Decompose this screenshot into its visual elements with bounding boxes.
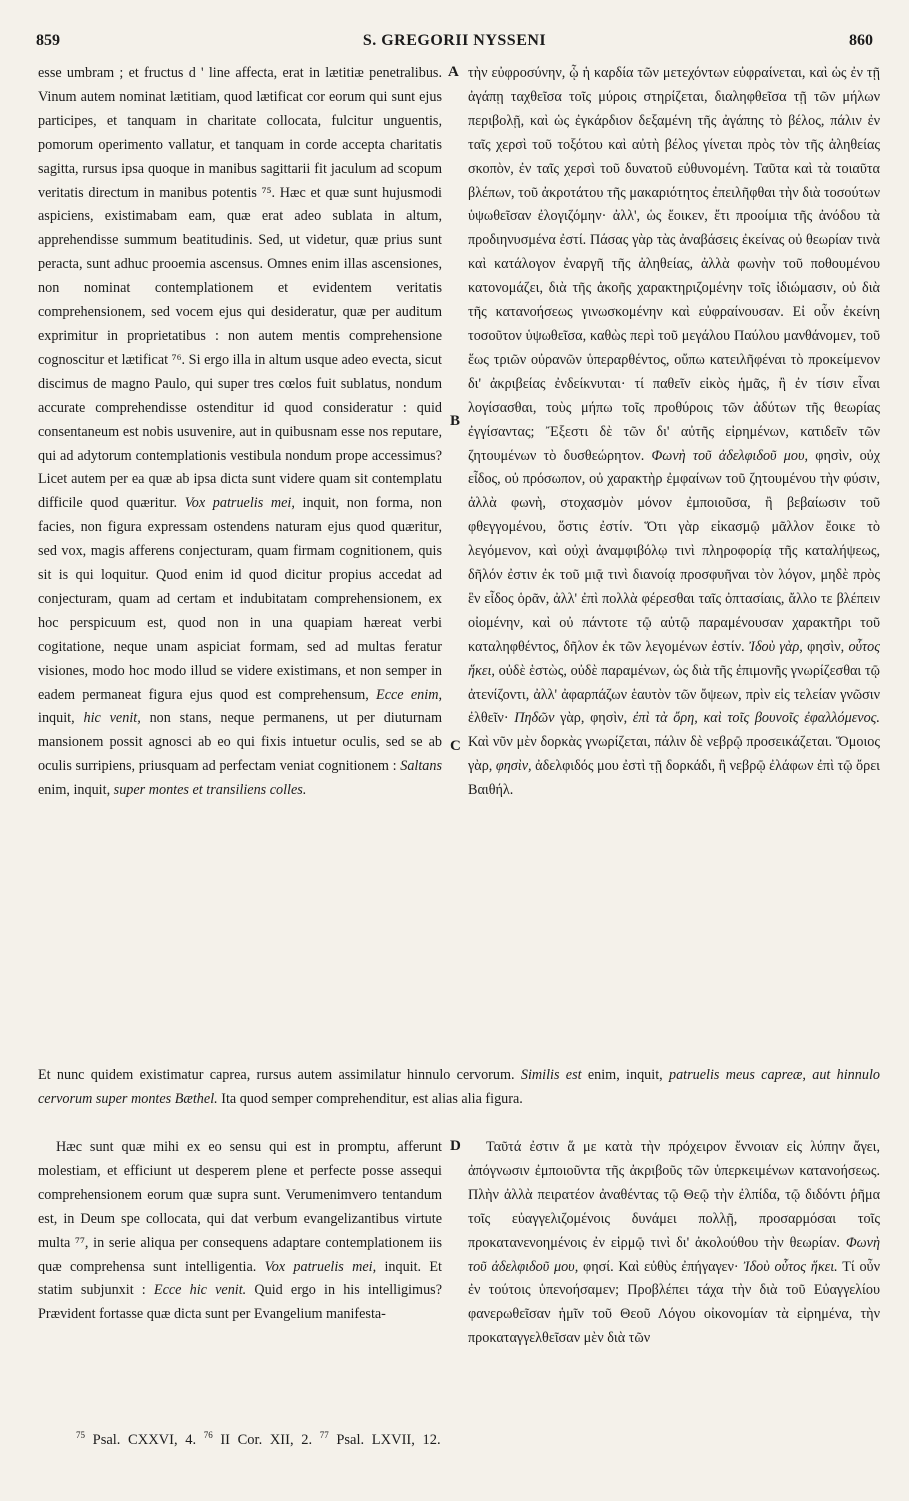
latin-paragraph: esse umbram ; et fructus d ' line affecta, erat in lætitiæ penetralibus. Vinum autem nominat lætitiam, quod lætificat cor eorum qui sunt ejus participes, et tanquam in charitate collocata, fulcitur unguentis, pomorum operimento vallatur, et tanquam in corde accepta charitatis sagitta, rursus ipsa quoque in manibus sagittarii fit jaculum ad scopum veritatis directum in manibus potentis ⁷⁵. Hæc et quæ sunt hujusmodi aspiciens, existimabam eam, quæ erat adeo sublata in altum, apprehendisse summum beatitudinis. Sed, ut videtur, quæ prius sunt peracta, sunt adhuc prooemia ascensus. Omnes enim illas ascensiones, non nominat contemplationem et evidentem veritatis comprehensionem, sed vocem ejus qui desideratur, quæ per auditum exprimitur in proprietatibus : non autem mentis comprehensione cognoscitur et lætificat ⁷⁶. Si ergo illa in altum usque adeo evecta, sicut discimus de magno Paulo, qui super tres cœlos fuit sublatus, nondum accurate comprehendisse ostenditur id quod consideratur : quid consentaneum est nobis usuvenire, aut in quibusnam esse nos reputare, qui ad adytorum contemplationis vestibula nondum prope accessimus? Licet autem per ea quæ ab ipsa dicta sunt videre quam sit contemplatu difficile quod quæritur. Vox patruelis mei, inquit, non forma, non facies, non figura expressam ostendens naturam ejus quod quæritur, sed vox, magis afferens conjecturam, quam firmam cognitionem, quis sit is qui loquitur. Quod enim id quod dicitur propius accedat ad conjecturam, quam ad certam et indubitatam comprehensionem, ex hoc perspicuum est, quod non in una quapiam hæreat verbi cogitatione, neque unam aspiciat formam, sed ad multas feratur visiones, modo hoc modo illud se videre existimans, et non semper in eadem permaneat figura ejus quod est comprehensum, Ecce enim, inquit, hic venit, non stans, neque permanens, ut per diuturnam mansionem possit agnosci ab eo qui fixis intuetur oculis, sed se ab oculis surripiens, priusquam ad perfectam veniat cognitionem : Saltans enim, inquit, super montes et transiliens colles. [38, 65, 442, 799]
footnotes [76, 1430, 441, 1449]
footnote-number: 76 [203, 1430, 213, 1440]
marker-d: D [450, 1138, 461, 1154]
marker-b: B [450, 413, 461, 429]
footnote-number: 75 [76, 1430, 85, 1440]
footnote-number: 77 [319, 1430, 329, 1440]
page-number-left: 859 [36, 32, 60, 49]
marker-a: A [448, 64, 459, 80]
footnote-text: II Cor. XII, 2. [220, 1431, 313, 1448]
latin-column-2 [38, 1136, 442, 1406]
running-title: S. GREGORII NYSSENI [362, 32, 547, 49]
latin-paragraph: Hæc sunt quæ mihi ex eo sensu qui est in promptu, afferunt molestiam, et efficiunt ut desperem plene et perfecte posse assequi comprehensionem eorum quæ supra sunt. Verumenimvero tentandum est, in Deum spe collocata, qui dat verbum evangelizantibus virtute multa ⁷⁷, in serie aliqua per consequens adaptare contemplationem iis quæ comprehensa sunt intelligentia. Vox patruelis mei, inquit. Et statim subjunxit : Ecce hic venit. Quid ergo in his intelligimus? Prævident fortasse quæ dicta sunt per Evangelium manifesta- [38, 1139, 442, 1323]
greek-paragraph: τὴν εὐφροσύνην, ᾧ ἡ καρδία τῶν μετεχόντων εὐφραίνεται, καὶ ὡς ἐν τῇ ἀγάπῃ ταχθεῖσα τοῖς μύροις στηρίζεται, διαληφθεῖσα τῇ τῶν μήλων περιβολῇ, καὶ ὡς ἐγκάρδιον δεξαμένη τῆς ἀγάπης τὸ βέλος, πάλιν ἐν ταῖς χερσὶ τοῦ τοξότου καὶ αὐτὴ βέλος γίνεται πρὸς τὸν τῆς ἀληθείας σκοπὸν, ἐν ταῖς χερσὶ τοῦ δυνατοῦ εὐθυνομένη. Ταῦτα καὶ τὰ τοιαῦτα βλέπων, τοῦ ἀκροτάτου τῆς μακαριότητος ἐπειλῆφθαι τὴν διὰ τοσούτων ὑψωθεῖσαν ἐλογιζόμην· ἀλλ', ὡς ἔοικεν, ἔτι προοίμια τῆς ἀνόδου τὰ προδιηνυσμένα ἐστί. Πάσας γὰρ τὰς ἀναβάσεις ἐκείνας οὐ θεωρίαν τινὰ καὶ κατάλογον ἐναργῆ τῆς ἀληθείας, ἀλλὰ φωνὴν τοῦ ποθουμένου κατονομάζει, διὰ τῆς ἀκοῆς χαρακτηριζομένην τοῖς ἰδιώμασιν, οὐ διὰ τῆς κατανοήσεως γινωσκομένην καὶ εὐφραίνουσαν. Εἰ οὖν ἐκείνη τοσοῦτον ὑψωθεῖσα, καθὼς περὶ τοῦ μεγάλου Παύλου μανθάνομεν, τοῦ ἕως τριῶν οὐρανῶν ὑπεραρθέντος, οὔπω κατειλῆφέναι τὸ προκείμενον δι' ἀκριβείας ἐνδείκνυται· τί παθεῖν εἰκὸς ἡμᾶς, ἢ ἐν τίσιν εἶναι λογίσασθαι, τοὺς μήπω τοῖς προθύροις τῶν ἀδύτων τῆς θεωρίας ἐγγίσαντας; Ἔξεστι δὲ τῶν δι' αὐτῆς εἰρημένων, κατιδεῖν τῶν ζητουμένων τὸ δυσθεώρητον. Φωνὴ τοῦ ἀδελφιδοῦ μου, φησὶν, οὐχ εἶδος, οὐ πρόσωπον, οὐ χαρακτὴρ ἐμφαίνων τοῦ ζητουμένου τὴν φύσιν, ἀλλὰ φωνὴ, στοχασμὸν μόνον ἐμποιοῦσα, ἢ βεβαίωσιν τοῦ φθεγγομένου, ὅστις ἐστίν. Ὅτι γὰρ εἰκασμῷ μᾶλλον ἔοικε τὸ λεγόμενον, καὶ οὐχὶ ἀναμφιβόλῳ τινὶ πληροφορίᾳ τῆς καταλήψεως, δῆλόν ἐστιν ἐκ τοῦ μιᾷ τινὶ διανοίᾳ προσφυῆναι τὸν λόγον, μηδὲ πρὸς ἓν εἶδος ὁρᾶν, ἀλλ' ἐπὶ πολλὰ φέρεσθαι ταῖς ὀπτασίαις, ἄλλο τε βλέπειν οἰομένην, καὶ οὐ πάντοτε τῷ αὐτῷ παραμένουσαν χαρακτῆρι τοῦ καταληφθέντος, δῆλον ἐκ τῶν λεγομένων ἐστίν. Ἰδοὺ γὰρ, φησὶν, οὗτος ἥκει, οὐδὲ ἑστὼς, οὐδὲ παραμένων, ὡς διὰ τῆς ἐπιμονῆς γνωρίζεσθαι τῷ ἀτενίζοντι, ἀλλ' ἀφαρπάζων ἑαυτὸν τῶν ὄψεων, πρὶν εἰς τελείαν γνῶσιν ἐλθεῖν· Πηδῶν γὰρ, φησὶν, ἐπὶ τὰ ὄρη, καὶ τοῖς βουνοῖς ἐφαλλόμενος. Καὶ νῦν μὲν δορκὰς γνωρίζεται, πάλιν δὲ νεβρῷ προσεικάζεται. Ὅμοιος γὰρ, φησὶν, ἀδελφιδός μου ἐστὶ τῇ δορκάδι, ἢ νεβρῷ ἐλάφων ἐπὶ τῷ ὄρει Βαιθήλ. [468, 65, 880, 799]
page-header [36, 32, 873, 54]
footnote-text: Psal. LXVII, 12. [336, 1431, 441, 1448]
latin-column-1 [38, 62, 442, 1062]
greek-paragraph: Ταῦτά ἐστιν ἅ με κατὰ τὴν πρόχειρον ἔννοιαν εἰς λύπην ἄγει, ἀπόγνωσιν ἐμποιοῦντα τῆς ἀκριβοῦς τῶν ὑπερκειμένων κατανοήσεως. Πλὴν ἀλλὰ πειρατέον ἀναθέντας τῷ Θεῷ τὴν ἐλπίδα, τῷ διδόντι ῥῆμα τοῖς εὐαγγελιζομένοις δυνάμει πολλῇ, προσαρμόσαι τοῖς προκατανενοημένοις ἐν εἱρμῷ τινὶ δι' ἀκολούθου τὴν θεωρίαν. Φωνὴ τοῦ ἀδελφιδοῦ μου, φησί. Καὶ εὐθὺς ἐπήγαγεν· Ἰδοὺ οὗτος ἥκει. Τί οὖν ἐν τούτοις ὑπενοήσαμεν; Προβλέπει τάχα τὴν διὰ τοῦ Εὐαγγελίου φανερωθεῖσαν ἡμῖν τοῦ Θεοῦ Λόγου οἰκονομίαν τὰ εἰρημένα, τὴν προκαταγγελθεῖσαν μὲν διὰ τῶν [468, 1139, 880, 1347]
full-width-paragraph: Et nunc quidem existimatur caprea, rursus autem assimilatur hinnulo cervorum. Similis est enim, inquit, patruelis meus capreæ, aut hinnulo cervorum super montes Bæthel. Ita quod semper comprehenditur, est alias alia figura. [38, 1067, 880, 1107]
footnote-text: Psal. CXXVI, 4. [92, 1431, 197, 1448]
greek-column-1 [468, 62, 880, 1042]
page-number-right: 860 [849, 32, 873, 49]
greek-column-2 [468, 1136, 880, 1406]
marker-c: C [450, 738, 461, 754]
